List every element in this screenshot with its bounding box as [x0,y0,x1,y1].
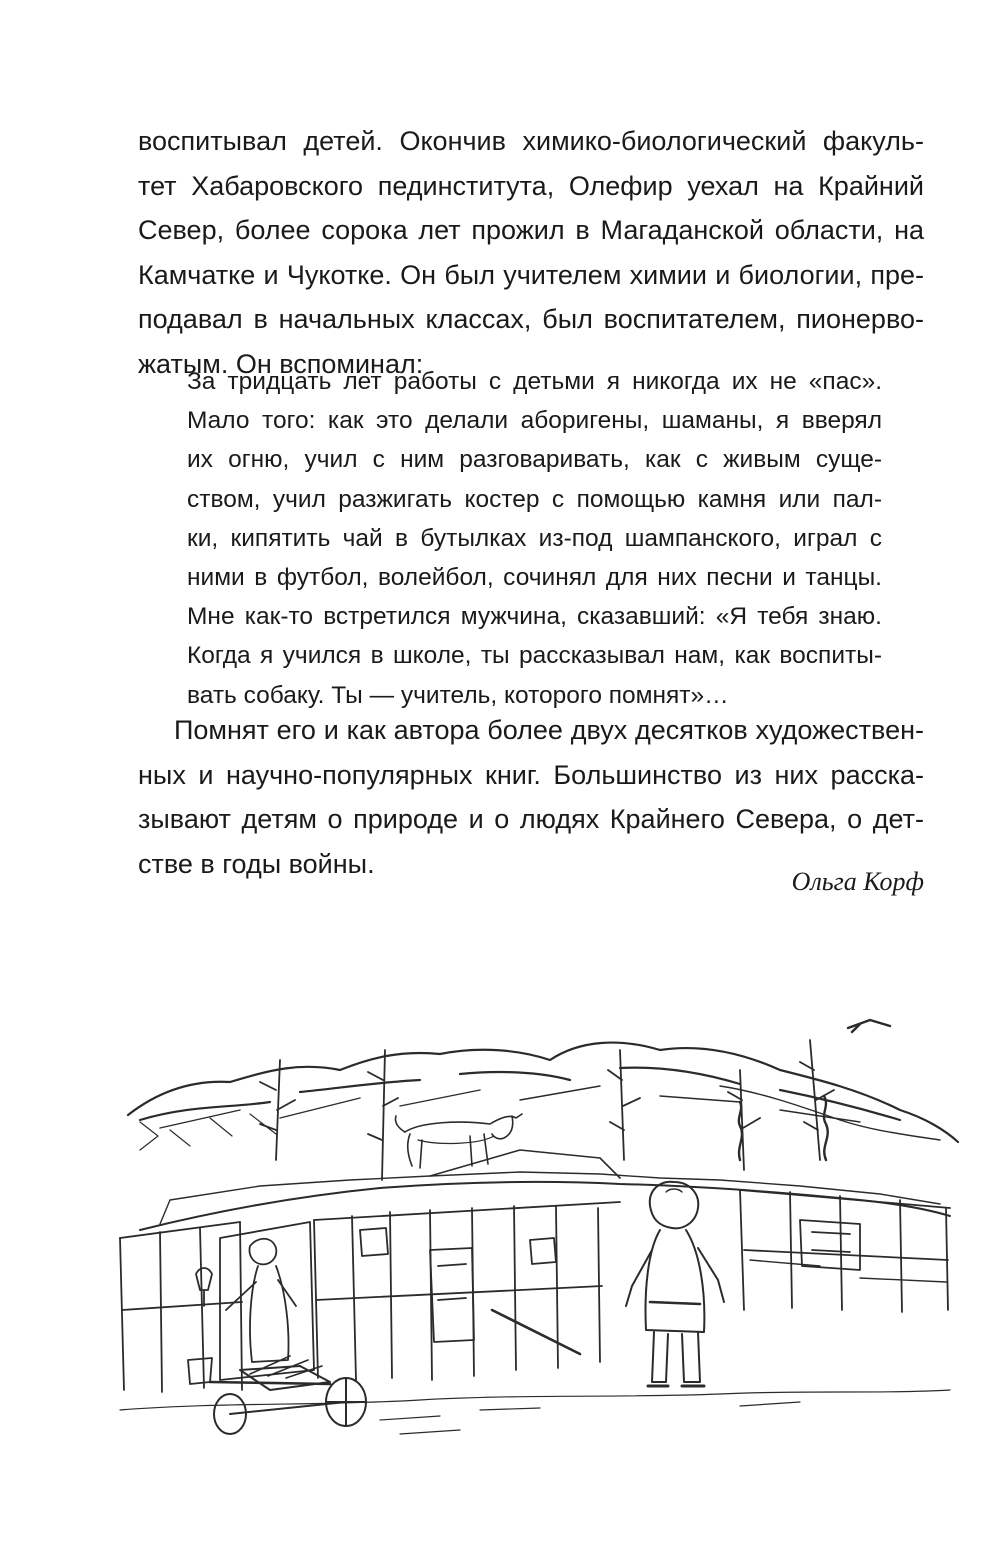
paragraph-2-line: зывают детям о природе и о людях Крайнего Севера, о дет- [138,804,924,834]
paragraph-1-line: Камчатке и Чукотке. Он был учителем химии и биологии, пре- [138,259,924,290]
paragraph-2-line: Помнят его и как автора более двух десятков художествен- [174,715,924,745]
paragraph-1-line: Север, более сорока лет прожил в Магаданской области, на [138,215,924,245]
roof-line [140,1150,950,1230]
paragraph-1-line: жатым. Он вспоминал: [138,348,424,379]
child-figure [626,1182,724,1386]
paragraph-1-line: подавал в начальных классах, был воспитателем, пионерво- [138,304,924,334]
goat [395,1114,522,1168]
quote-line: вать собаку. Ты — учитель, которого помнят»… [187,681,729,709]
cart [210,1356,366,1434]
author-signature: Ольга Корф [791,867,924,896]
block-quote [187,362,882,715]
quote-line: ством, учил разжигать костер с помощью камня или пал- [187,485,882,513]
central-fence [314,1202,620,1380]
paragraph-2-line: ных и научно-популярных книг. Большинство из них расска- [138,759,924,790]
quote-line: ними в футбол, волейбол, сочинял для них песни и танцы. [187,564,882,592]
quote-line: Мне как-то встретился мужчина, сказавший: «Я тебя знаю. [187,603,882,631]
paragraph-2 [138,708,924,886]
quote-line: ки, кипятить чай в бутылках из-под шампанского, играл с [187,524,882,552]
paragraph-1-line: воспитывал детей. Окончив химико-биологический факуль- [138,126,924,156]
quote-line: их огню, учил с ним разговаривать, как с живым суще- [187,446,882,474]
hills [128,1043,958,1150]
village-sketch-illustration [100,1010,960,1450]
paragraph-2-line: стве в годы войны. [138,848,375,879]
quote-line: Мало того: как это делали аборигены, шаманы, я вверял [187,407,882,435]
paragraph-1-line: тет Хабаровского пединститута, Олефир уехал на Крайний [138,170,924,201]
paragraph-1 [138,119,924,386]
quote-line: Когда я учился в школе, ты рассказывал нам, как воспиты- [187,642,882,670]
quote-line: За тридцать лет работы с детьми я никогда их не «пас». [187,368,882,395]
